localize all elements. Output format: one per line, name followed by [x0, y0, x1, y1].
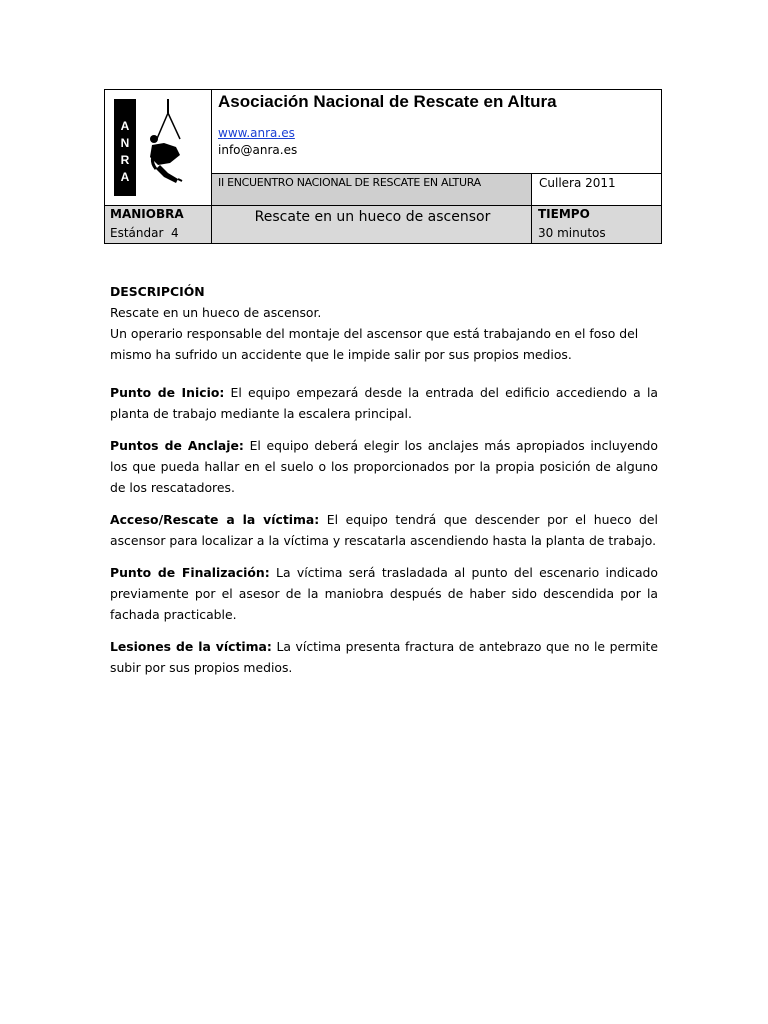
- anra-logo: [114, 99, 199, 196]
- section-inicio: [110, 382, 658, 424]
- section-text: El equipo empezará desde la entrada del edificio accediendo a la planta de trabajo mediante la escalera principal.: [110, 385, 658, 421]
- section-label: Lesiones de la víctima:: [110, 639, 272, 654]
- email-address: info@anra.es: [218, 143, 298, 157]
- place-cell: [531, 173, 662, 207]
- description-line: Un operario responsable del montaje del ascensor que está trabajando en el foso del mismo ha sufrido un accidente que le impide salir por sus propios medios.: [110, 326, 639, 362]
- event-name: II ENCUENTRO NACIONAL DE RESCATE EN ALTURA: [218, 176, 481, 189]
- logo-letter: A: [120, 170, 130, 184]
- organization-name: Asociación Nacional de Rescate en Altura: [218, 92, 557, 111]
- maniobra-cell: [104, 205, 212, 244]
- section-label: Punto de Inicio:: [110, 385, 225, 400]
- description-heading: DESCRIPCIÓN: [110, 284, 205, 299]
- section-acceso: [110, 509, 658, 551]
- section-text: La víctima será trasladada al punto del escenario indicado previamente por el asesor de la maniobra después de haber sido descendida por la fachada practicable.: [110, 565, 658, 622]
- section-label: Punto de Finalización:: [110, 565, 270, 580]
- tiempo-label: TIEMPO: [538, 207, 590, 221]
- logo-cell: [104, 89, 212, 206]
- organization-cell: [211, 89, 662, 174]
- section-text: El equipo tendrá que descender por el hueco del ascensor para localizar a la víctima y rescatarla ascendiendo hasta la planta de trabajo.: [110, 512, 658, 548]
- logo-letter: A: [120, 119, 130, 133]
- document-body: [110, 281, 658, 678]
- title-cell: [211, 205, 532, 244]
- section-label: Puntos de Anclaje:: [110, 438, 244, 453]
- section-text: La víctima presenta fractura de antebrazo que no le permite subir por sus propios medios.: [110, 639, 658, 675]
- section-text: El equipo deberá elegir los anclajes más apropiados incluyendo los que pueda hallar en el suelo o los proporcionados por la propia posición de alguno de los rescatadores.: [110, 438, 659, 495]
- header-table: [104, 89, 662, 244]
- rescuer-harness-icon: [138, 99, 198, 196]
- section-lesiones: [110, 636, 658, 678]
- section-finalizacion: [110, 562, 658, 625]
- event-place: Cullera 2011: [539, 176, 616, 190]
- logo-letter: R: [120, 153, 130, 167]
- section-anclaje: [110, 435, 658, 498]
- section-label: Acceso/Rescate a la víctima:: [110, 512, 320, 527]
- logo-letter: N: [120, 136, 130, 150]
- tiempo-cell: [531, 205, 662, 244]
- maniobra-label: MANIOBRA: [110, 207, 184, 221]
- event-cell: [211, 173, 532, 207]
- maneuver-title: Rescate en un hueco de ascensor: [254, 209, 491, 225]
- tiempo-value: 30 minutos: [538, 226, 606, 240]
- description-line: Rescate en un hueco de ascensor.: [110, 305, 322, 320]
- logo-letter-bar: [114, 99, 136, 196]
- website-link[interactable]: www.anra.es: [218, 126, 295, 140]
- maniobra-value: Estándar 4: [110, 226, 179, 240]
